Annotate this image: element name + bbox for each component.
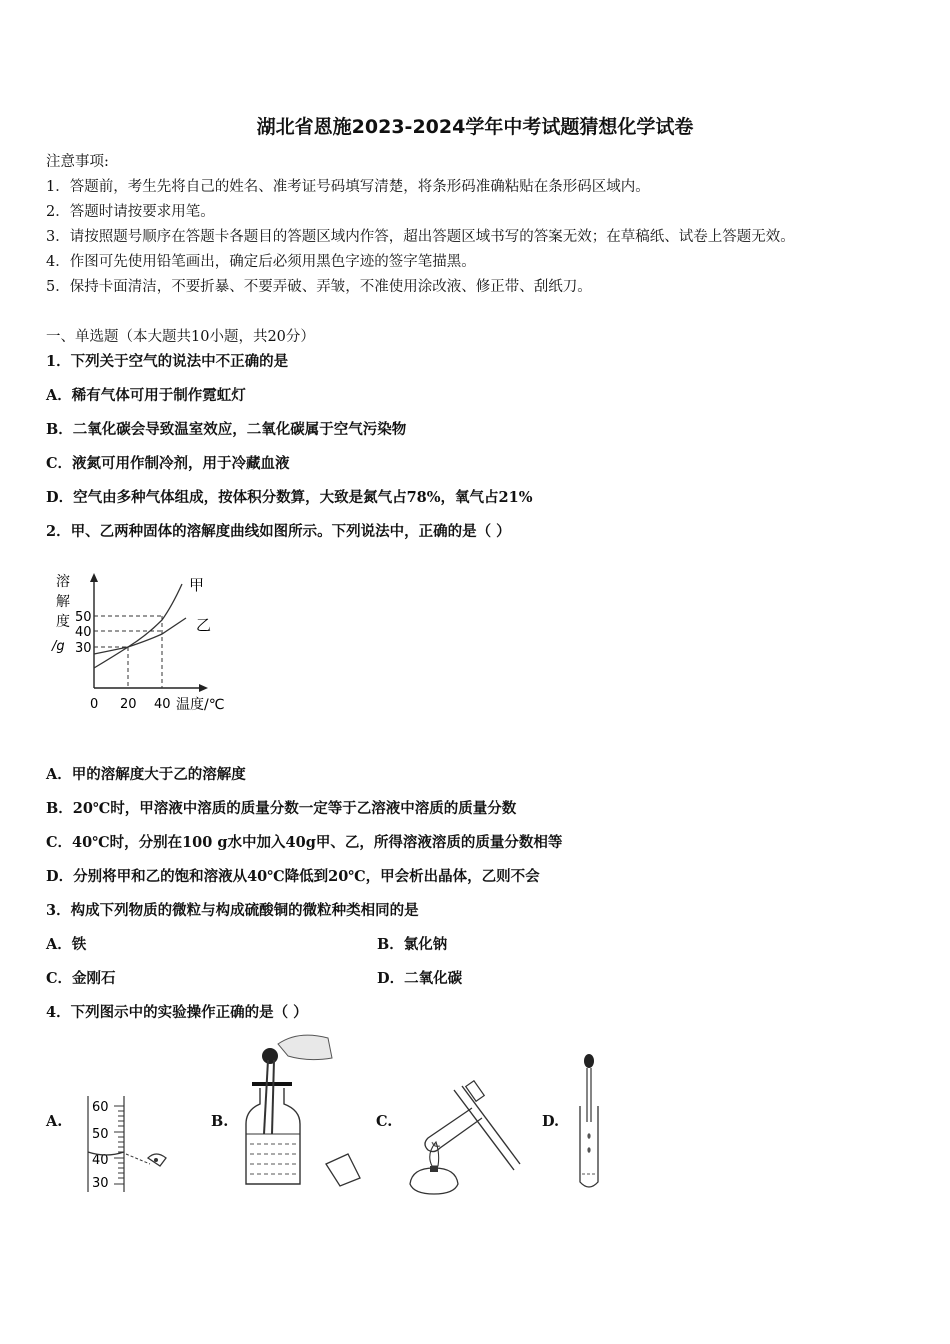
notice-heading: 注意事项: [46, 154, 109, 170]
section-heading: 一、单选题（本大题共10小题，共20分） [46, 329, 315, 345]
graph-y-label-2: 解 [56, 594, 70, 610]
q1-option-d: D．空气由多种气体组成，按体积分数算，大致是氮气占78%，氧气占21% [46, 489, 533, 506]
y-axis-arrow [90, 573, 98, 582]
q2-option-d: D．分别将甲和乙的饱和溶液从40℃降低到20℃，甲会析出晶体，乙则不会 [46, 868, 540, 885]
cylinder-tick-60: 60 [92, 1100, 109, 1115]
notice-item: 5．保持卡面清洁，不要折暴、不要弄破、弄皱，不准使用涂改液、修正带、刮纸刀。 [46, 279, 592, 295]
q4-label-c: C. [376, 1113, 393, 1130]
cylinder-tick-40: 40 [92, 1153, 109, 1168]
notice-item: 1．答题前，考生先将自己的姓名、准考证号码填写清楚，将条形码准确粘贴在条形码区域内。 [46, 179, 650, 195]
q3-option-b: B．氯化钠 [377, 936, 448, 953]
q4-label-b: B. [211, 1113, 229, 1130]
figure-dropper-test-tube [572, 1052, 612, 1194]
x-axis-label: 温度/℃ [176, 697, 225, 713]
question-4-stem: 4．下列图示中的实验操作正确的是（ ） [46, 1004, 308, 1021]
q4-label-d: D. [542, 1113, 560, 1130]
figure-stoppered-bottle [238, 1034, 362, 1190]
q2-option-a: A．甲的溶解度大于乙的溶解度 [46, 766, 246, 783]
graph-y-label-4: /g [52, 639, 65, 654]
notice-item: 3．请按照题号顺序在答题卡各题目的答题区域内作答，超出答题区域书写的答案无效；在草稿纸、试卷上答题无效。 [46, 229, 795, 245]
question-2-stem: 2．甲、乙两种固体的溶解度曲线如图所示。下列说法中，正确的是（ ） [46, 523, 511, 540]
x-tick-0: 0 [90, 697, 99, 712]
y-tick-30: 30 [75, 641, 92, 656]
q3-option-d: D．二氧化碳 [377, 970, 463, 987]
q1-option-a: A．稀有气体可用于制作霓虹灯 [46, 387, 246, 404]
curve-yi [94, 618, 186, 654]
hand-icon [278, 1035, 332, 1060]
x-tick-20: 20 [120, 697, 137, 712]
q1-option-c: C．液氮可用作制冷剂，用于冷藏血液 [46, 455, 290, 472]
x-tick-40: 40 [154, 697, 171, 712]
q4-label-a: A. [46, 1113, 63, 1130]
graph-y-label-3: 度 [56, 614, 70, 630]
q3-option-a: A．铁 [46, 936, 87, 953]
y-tick-50: 50 [75, 610, 92, 625]
stopper-icon [326, 1154, 360, 1186]
figure-heating-test-tube [404, 1080, 526, 1198]
figure-graduated-cylinder [84, 1092, 184, 1196]
page-title: 湖北省恩施2023-2024学年中考试题猜想化学试卷 [256, 116, 694, 138]
cylinder-tick-30: 30 [92, 1176, 109, 1191]
question-3-stem: 3．构成下列物质的微粒与构成硫酸铜的微粒种类相同的是 [46, 902, 419, 919]
notice-item: 2．答题时请按要求用笔。 [46, 204, 215, 220]
solubility-graph [44, 568, 244, 718]
x-axis-arrow [199, 684, 208, 692]
curve-jia [94, 584, 182, 668]
q3-option-c: C．金刚石 [46, 970, 116, 987]
cylinder-tick-50: 50 [92, 1127, 109, 1142]
y-tick-40: 40 [75, 625, 92, 640]
graph-y-label-1: 溶 [56, 574, 70, 590]
q1-option-b: B．二氧化碳会导致温室效应，二氧化碳属于空气污染物 [46, 421, 407, 438]
q2-option-c: C．40℃时，分别在100 g水中加入40g甲、乙，所得溶液溶质的质量分数相等 [46, 834, 563, 851]
q2-option-b: B．20℃时，甲溶液中溶质的质量分数一定等于乙溶液中溶质的质量分数 [46, 800, 517, 817]
dropper-bulb-icon [584, 1054, 594, 1068]
curve-label-jia: 甲 [189, 576, 205, 594]
curve-label-yi: 乙 [196, 616, 212, 634]
question-1-stem: 1．下列关于空气的说法中不正确的是 [46, 353, 289, 370]
notice-item: 4．作图可先使用铅笔画出，确定后必须用黑色字迹的签字笔描黑。 [46, 254, 476, 270]
